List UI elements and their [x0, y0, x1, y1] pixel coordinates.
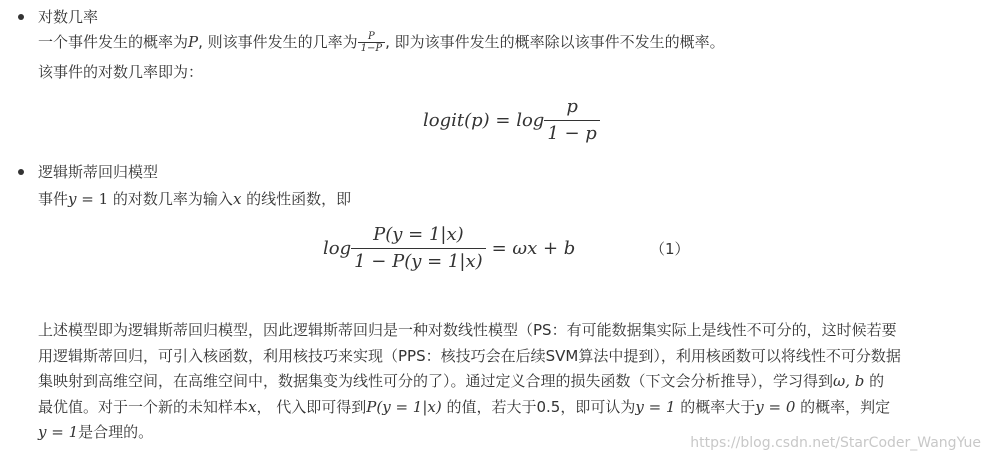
text: 是合理的。 — [78, 423, 154, 441]
text: 的 — [864, 372, 885, 390]
text: 的线性函数，即 — [241, 190, 352, 208]
bullet-2 — [18, 169, 24, 175]
text: 的对数几率为输入 — [108, 190, 233, 208]
section1-heading: 对数几率 — [38, 8, 99, 26]
eq-fraction — [544, 94, 600, 147]
equation-number: （1） — [650, 240, 690, 258]
math-P: P — [188, 33, 199, 51]
text: , 即为该事件发生的概率除以该事件不发生的概率。 — [385, 33, 725, 51]
text: , 则该事件发生的几率为 — [198, 33, 358, 51]
math-x: x — [248, 397, 257, 416]
section1-line1 — [38, 31, 725, 54]
eq-fraction — [351, 222, 486, 275]
fraction-odds — [358, 31, 385, 54]
math-y0: y = 0 — [755, 397, 796, 416]
math-x: x — [232, 190, 242, 208]
fraction-denominator: 1−P — [360, 43, 383, 54]
text: 事件 — [38, 190, 69, 208]
math-y: y — [68, 190, 77, 208]
eq-numerator: P(y = 1|x) — [351, 222, 486, 249]
eq-rhs: = ωx + b — [491, 238, 576, 259]
para-line-3 — [38, 369, 973, 395]
text: 的概率，判定 — [795, 397, 891, 416]
eq-denominator: 1 − P(y = 1|x) — [354, 251, 483, 272]
bullet-1 — [18, 14, 24, 20]
math-P: P(y = 1|x) — [366, 397, 442, 416]
para-line-1: 上述模型即为逻辑斯蒂回归模型，因此逻辑斯蒂回归是一种对数线性模型（PS：有可能数据集实际上是线性不可分的，这时候若要 — [38, 321, 897, 339]
section2-line — [38, 188, 351, 210]
eq-log: log — [323, 238, 352, 259]
math-eq1: = 1 — [76, 190, 109, 208]
para-line-2: 用逻辑斯蒂回归，可引入核函数，利用核技巧来实现（PPS：核技巧会在后续SVM算法中提到），利用核函数可以将线性不可分数据 — [38, 346, 901, 365]
math-omega-b: ω, b — [833, 372, 865, 390]
text: 集映射到高维空间，在高维空间中，数据集变为线性可分的了）。通过定义合理的损失函数（下文会分析推导），学习得到 — [38, 372, 834, 390]
logistic-equation — [323, 222, 575, 275]
eq-denominator: 1 − p — [547, 123, 597, 144]
text: 最优值。对于一个新的未知样本 — [38, 397, 249, 416]
eq-numerator: p — [544, 94, 600, 121]
section2-heading: 逻辑斯蒂回归模型 — [38, 163, 159, 181]
para-line-4 — [38, 395, 973, 421]
math-y1: y = 1 — [635, 397, 676, 416]
fraction-numerator: P — [358, 31, 385, 43]
text: 的概率大于 — [675, 397, 756, 416]
text: 的值，若大于0.5，即可认为 — [441, 397, 636, 416]
text: 一个事件发生的概率为 — [38, 33, 189, 51]
text: ， 代入即可得到 — [256, 397, 367, 416]
section1-line2: 该事件的对数几率即为： — [38, 63, 204, 81]
math-y1: y = 1 — [38, 423, 79, 441]
logit-equation — [423, 94, 600, 147]
watermark: https://blog.csdn.net/StarCoder_WangYue — [690, 435, 981, 451]
eq-lhs: logit(p) = log — [423, 110, 545, 131]
explanation-paragraph — [38, 318, 973, 446]
